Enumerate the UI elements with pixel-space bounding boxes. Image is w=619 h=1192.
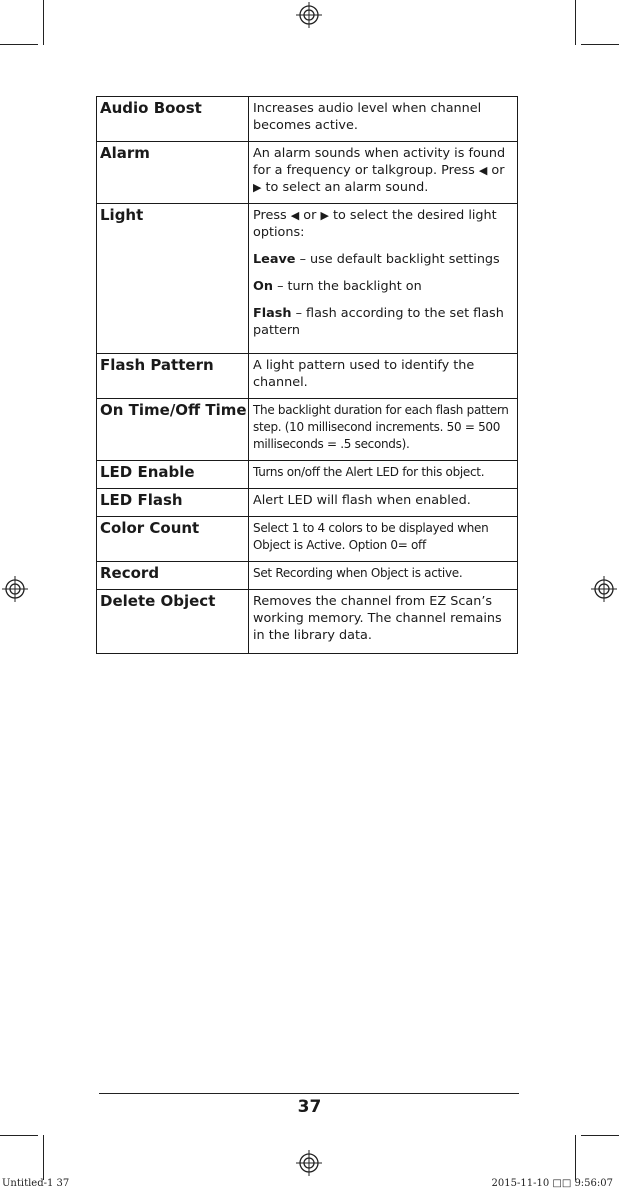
desc-text: or [299, 208, 321, 223]
table-row [97, 489, 518, 517]
table-row [97, 517, 518, 562]
crop-mark [575, 0, 576, 45]
desc-text: The backlight duration for each flash pattern step. (10 millisecond increments. 50 = 500 milliseconds = .5 seconds). [253, 403, 509, 451]
table-row [97, 97, 518, 142]
left-arrow-icon: ◀ [290, 209, 300, 222]
option-text: – turn the backlight on [273, 279, 422, 294]
page-number: 37 [297, 1097, 322, 1117]
setting-description [249, 399, 518, 461]
table-row [97, 142, 518, 204]
setting-term: Light [97, 204, 249, 354]
setting-term: Color Count [97, 517, 249, 562]
print-slug-left: Untitled-1 37 [2, 1178, 70, 1189]
setting-description: Increases audio level when channel becomes active. [249, 97, 518, 142]
footer-rule [99, 1093, 519, 1094]
registration-mark-icon [296, 2, 322, 28]
table-row [97, 562, 518, 590]
crop-mark [581, 44, 619, 45]
desc-text: or [487, 163, 505, 178]
desc-text: to select an alarm sound. [261, 180, 429, 195]
registration-mark-icon [2, 576, 28, 602]
crop-mark [43, 0, 44, 45]
setting-term: Alarm [97, 142, 249, 204]
setting-term: LED Flash [97, 489, 249, 517]
settings-table [96, 96, 518, 654]
option-label: On [253, 279, 273, 294]
setting-description: Removes the channel from EZ Scan’s working memory. The channel remains in the library data. [249, 590, 518, 654]
table-row [97, 399, 518, 461]
left-arrow-icon: ◀ [478, 164, 488, 177]
light-option [253, 278, 515, 295]
desc-text: Press [253, 208, 291, 223]
table-row [97, 461, 518, 489]
right-arrow-icon: ▶ [320, 209, 329, 222]
setting-description [249, 204, 518, 354]
setting-description [249, 142, 518, 204]
light-option [253, 305, 515, 339]
registration-mark-icon [591, 576, 617, 602]
option-label: Leave [253, 252, 296, 267]
crop-mark [0, 44, 38, 45]
setting-description [249, 517, 518, 562]
setting-term: On Time/Off Time [97, 399, 249, 461]
crop-mark [43, 1135, 44, 1180]
option-label: Flash [253, 306, 292, 321]
desc-text: Select 1 to 4 colors to be displayed when Object is Active. Option 0= off [253, 521, 489, 552]
desc-text: An alarm sounds when activity is found for a frequency or talkgroup. Press [253, 146, 506, 178]
light-option [253, 251, 515, 268]
option-text: – flash according to the set flash pattern [253, 306, 504, 338]
setting-description: A light pattern used to identify the channel. [249, 354, 518, 399]
table-row [97, 590, 518, 654]
crop-mark [0, 1135, 38, 1136]
setting-term: Record [97, 562, 249, 590]
crop-mark [581, 1135, 619, 1136]
option-text: – use default backlight settings [295, 252, 500, 267]
desc-text: Set Recording when Object is active. [253, 566, 463, 580]
setting-term: Flash Pattern [97, 354, 249, 399]
right-arrow-icon: ▶ [253, 181, 262, 194]
print-slug-right: 2015-11-10 □□ 9:56:07 [491, 1178, 613, 1189]
setting-description: Alert LED will flash when enabled. [249, 489, 518, 517]
setting-description [249, 461, 518, 489]
registration-mark-icon [296, 1150, 322, 1176]
table-row [97, 354, 518, 399]
setting-term: LED Enable [97, 461, 249, 489]
table-row [97, 204, 518, 354]
setting-term: Delete Object [97, 590, 249, 654]
crop-mark [575, 1135, 576, 1180]
desc-text: Turns on/off the Alert LED for this object. [253, 465, 485, 479]
desc-text: to select the desired light options: [253, 208, 497, 240]
setting-description [249, 562, 518, 590]
setting-term: Audio Boost [97, 97, 249, 142]
